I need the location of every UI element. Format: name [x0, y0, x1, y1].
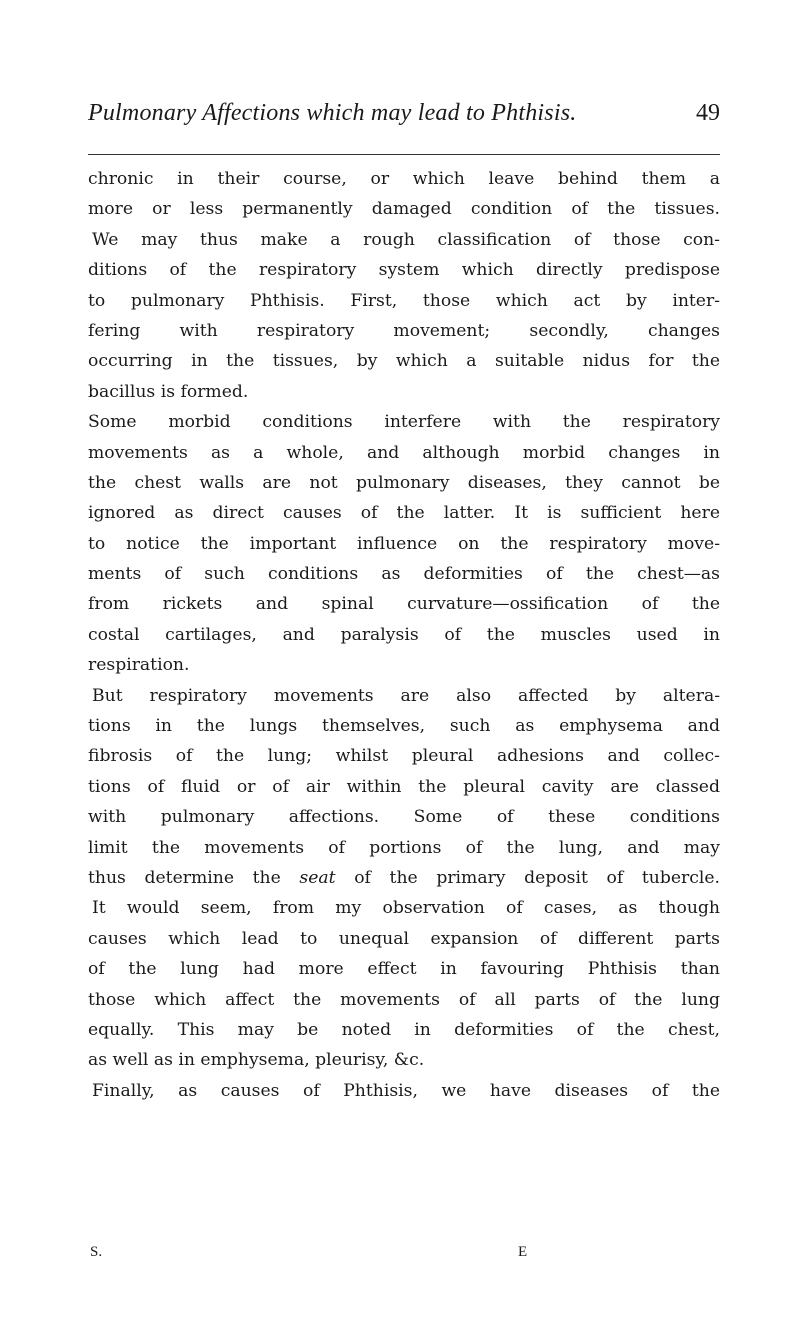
- signature-mark-left: S.: [90, 1244, 103, 1260]
- text-line: fering with respiratory movement; secondly, changes: [88, 320, 720, 341]
- text-line: with pulmonary affections. Some of these conditions: [88, 807, 720, 828]
- text-line: costal cartilages, and paralysis of the muscles used in: [88, 624, 720, 645]
- signature-mark-right: E: [518, 1244, 528, 1260]
- text-line: causes which lead to unequal expansion of different parts: [88, 928, 720, 949]
- text-line: to notice the important influence on the respiratory move-: [88, 533, 720, 554]
- page-header: [88, 100, 720, 136]
- text-line: [88, 863, 720, 893]
- text-line: more or less permanently damaged condition of the tissues.: [88, 199, 720, 220]
- text-line: equally. This may be noted in deformities of the chest,: [88, 1019, 720, 1040]
- text-line: It would seem, from my observation of cases, as though: [92, 898, 720, 919]
- text-line: occurring in the tissues, by which a suitable nidus for the: [88, 351, 720, 372]
- text-line: respiration.: [88, 655, 190, 676]
- text-line: movements as a whole, and although morbid changes in: [88, 442, 720, 463]
- header-rule: [88, 154, 720, 155]
- text-line: fibrosis of the lung; whilst pleural adhesions and collec-: [88, 746, 720, 767]
- page-footer: [88, 1244, 720, 1268]
- text-line: ignored as direct causes of the latter. It is sufficient here: [88, 503, 720, 524]
- text-line: of the lung had more effect in favouring Phthisis than: [88, 959, 720, 980]
- page-number: 49: [696, 100, 720, 126]
- text-fragment: of the primary deposit of tubercle.: [335, 867, 720, 888]
- text-line: tions of fluid or of air within the pleural cavity are classed: [88, 776, 720, 797]
- running-title: Pulmonary Affections which may lead to Phthisis.: [88, 100, 577, 126]
- text-line: those which affect the movements of all parts of the lung: [88, 989, 720, 1010]
- text-line: the chest walls are not pulmonary diseases, they cannot be: [88, 472, 720, 493]
- text-line: to pulmonary Phthisis. First, those which act by inter-: [88, 290, 720, 311]
- text-line: We may thus make a rough classification of those con-: [92, 229, 720, 250]
- text-line: ments of such conditions as deformities of the chest—as: [88, 564, 720, 585]
- text-line: from rickets and spinal curvature—ossification of the: [88, 594, 720, 615]
- text-line: as well as in emphysema, pleurisy, &c.: [88, 1050, 425, 1071]
- text-fragment: thus determine the: [88, 867, 300, 888]
- text-line: Finally, as causes of Phthisis, we have diseases of the: [92, 1080, 720, 1101]
- text-line: ditions of the respiratory system which directly predispose: [88, 260, 720, 281]
- text-line: bacillus is formed.: [88, 381, 249, 402]
- text-line: Some morbid conditions interfere with the respiratory: [88, 412, 720, 433]
- text-line: limit the movements of portions of the lung, and may: [88, 837, 720, 858]
- text-line: But respiratory movements are also affected by altera-: [92, 685, 720, 706]
- text-line: tions in the lungs themselves, such as emphysema and: [88, 716, 720, 737]
- italic-word: seat: [299, 867, 336, 888]
- text-line: chronic in their course, or which leave behind them a: [88, 169, 720, 189]
- body-text: [88, 164, 720, 1106]
